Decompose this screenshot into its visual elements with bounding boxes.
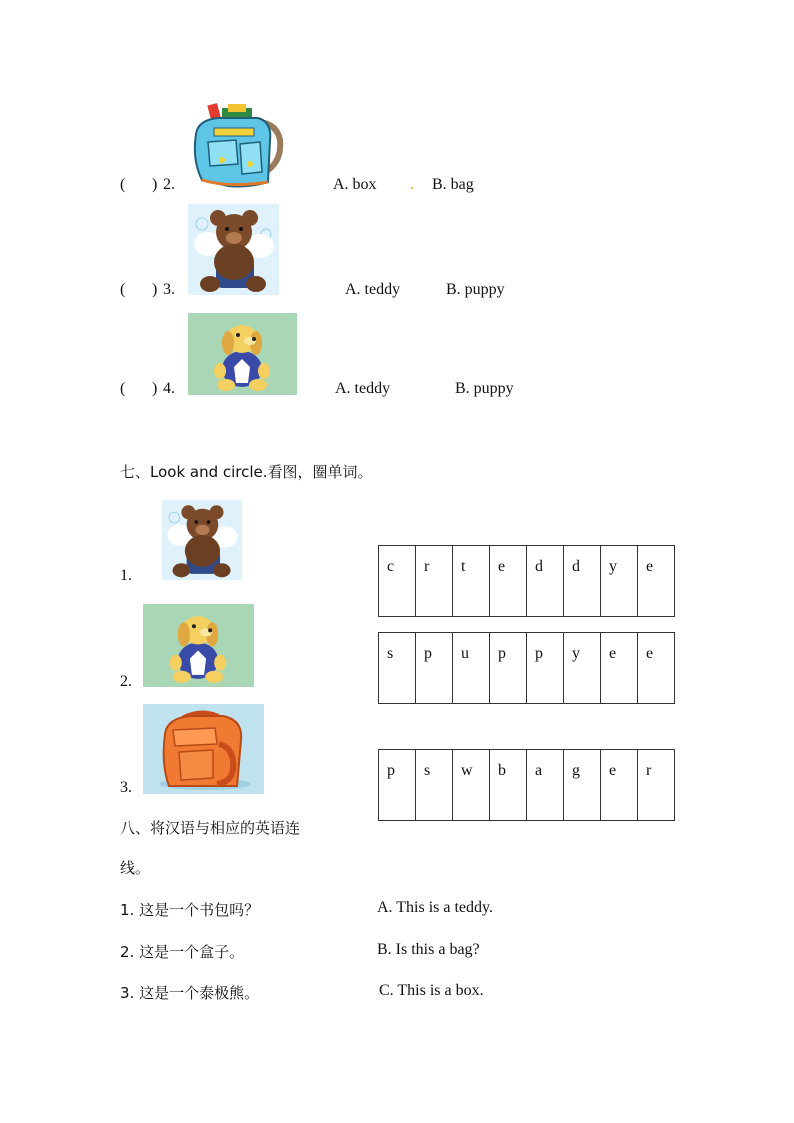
- letter-cell[interactable]: p: [490, 632, 527, 704]
- letter-grid-3: [378, 749, 675, 821]
- orange-bag-picture: [143, 704, 264, 794]
- answer-paren-close: ): [152, 281, 158, 298]
- chinese-sentence[interactable]: 1. 这是一个书包吗？: [120, 901, 260, 919]
- option-b: B. bag: [432, 176, 474, 193]
- letter-cell[interactable]: d: [527, 545, 564, 617]
- stray-dot: .: [410, 176, 414, 193]
- english-sentence[interactable]: B. Is this a bag?: [377, 941, 480, 958]
- english-sentence[interactable]: A. This is a teddy.: [377, 899, 493, 916]
- backpack-picture: [188, 100, 288, 190]
- item-number: 2.: [120, 673, 132, 690]
- section-8-title: 八、将汉语与相应的英语连: [120, 819, 301, 837]
- letter-cell[interactable]: r: [416, 545, 453, 617]
- teddy-bear-picture: [162, 500, 242, 580]
- letter-grid-2: [378, 632, 675, 704]
- option-a: A. teddy: [335, 380, 391, 397]
- chinese-sentence[interactable]: 2. 这是一个盒子。: [120, 943, 245, 961]
- option-b: B. puppy: [446, 281, 505, 298]
- answer-paren-open: (: [120, 281, 126, 298]
- item-number: 3.: [163, 281, 175, 298]
- answer-paren-open: (: [120, 380, 126, 397]
- letter-cell[interactable]: p: [416, 632, 453, 704]
- letter-grid-1: [378, 545, 675, 617]
- puppy-picture: [188, 313, 297, 395]
- section-8-title-cont: 线。: [120, 859, 151, 877]
- letter-cell[interactable]: g: [564, 749, 601, 821]
- english-sentence[interactable]: C. This is a box.: [379, 982, 484, 999]
- section-7-title: 七、Look and circle.看图，圈单词。: [120, 463, 373, 481]
- letter-cell[interactable]: y: [601, 545, 638, 617]
- letter-cell[interactable]: w: [453, 749, 490, 821]
- letter-cell[interactable]: s: [416, 749, 453, 821]
- chinese-sentence[interactable]: 3. 这是一个泰极熊。: [120, 984, 260, 1002]
- item-number: 2.: [163, 176, 175, 193]
- letter-cell[interactable]: r: [638, 749, 675, 821]
- letter-cell[interactable]: a: [527, 749, 564, 821]
- letter-cell[interactable]: p: [527, 632, 564, 704]
- letter-cell[interactable]: t: [453, 545, 490, 617]
- letter-cell[interactable]: p: [379, 749, 416, 821]
- letter-cell[interactable]: u: [453, 632, 490, 704]
- letter-cell[interactable]: c: [379, 545, 416, 617]
- option-a: A. box: [333, 176, 377, 193]
- answer-paren-close: ): [152, 380, 158, 397]
- letter-cell[interactable]: s: [379, 632, 416, 704]
- answer-paren-close: ): [152, 176, 158, 193]
- letter-cell[interactable]: b: [490, 749, 527, 821]
- puppy-picture: [143, 604, 254, 687]
- option-a: A. teddy: [345, 281, 401, 298]
- teddy-bear-picture: [188, 204, 279, 295]
- letter-cell[interactable]: e: [490, 545, 527, 617]
- letter-cell[interactable]: y: [564, 632, 601, 704]
- option-b: B. puppy: [455, 380, 514, 397]
- letter-cell[interactable]: e: [601, 749, 638, 821]
- answer-paren-open: (: [120, 176, 126, 193]
- item-number: 3.: [120, 779, 132, 796]
- item-number: 1.: [120, 567, 132, 584]
- letter-cell[interactable]: e: [638, 545, 675, 617]
- letter-cell[interactable]: e: [638, 632, 675, 704]
- letter-cell[interactable]: e: [601, 632, 638, 704]
- letter-cell[interactable]: d: [564, 545, 601, 617]
- item-number: 4.: [163, 380, 175, 397]
